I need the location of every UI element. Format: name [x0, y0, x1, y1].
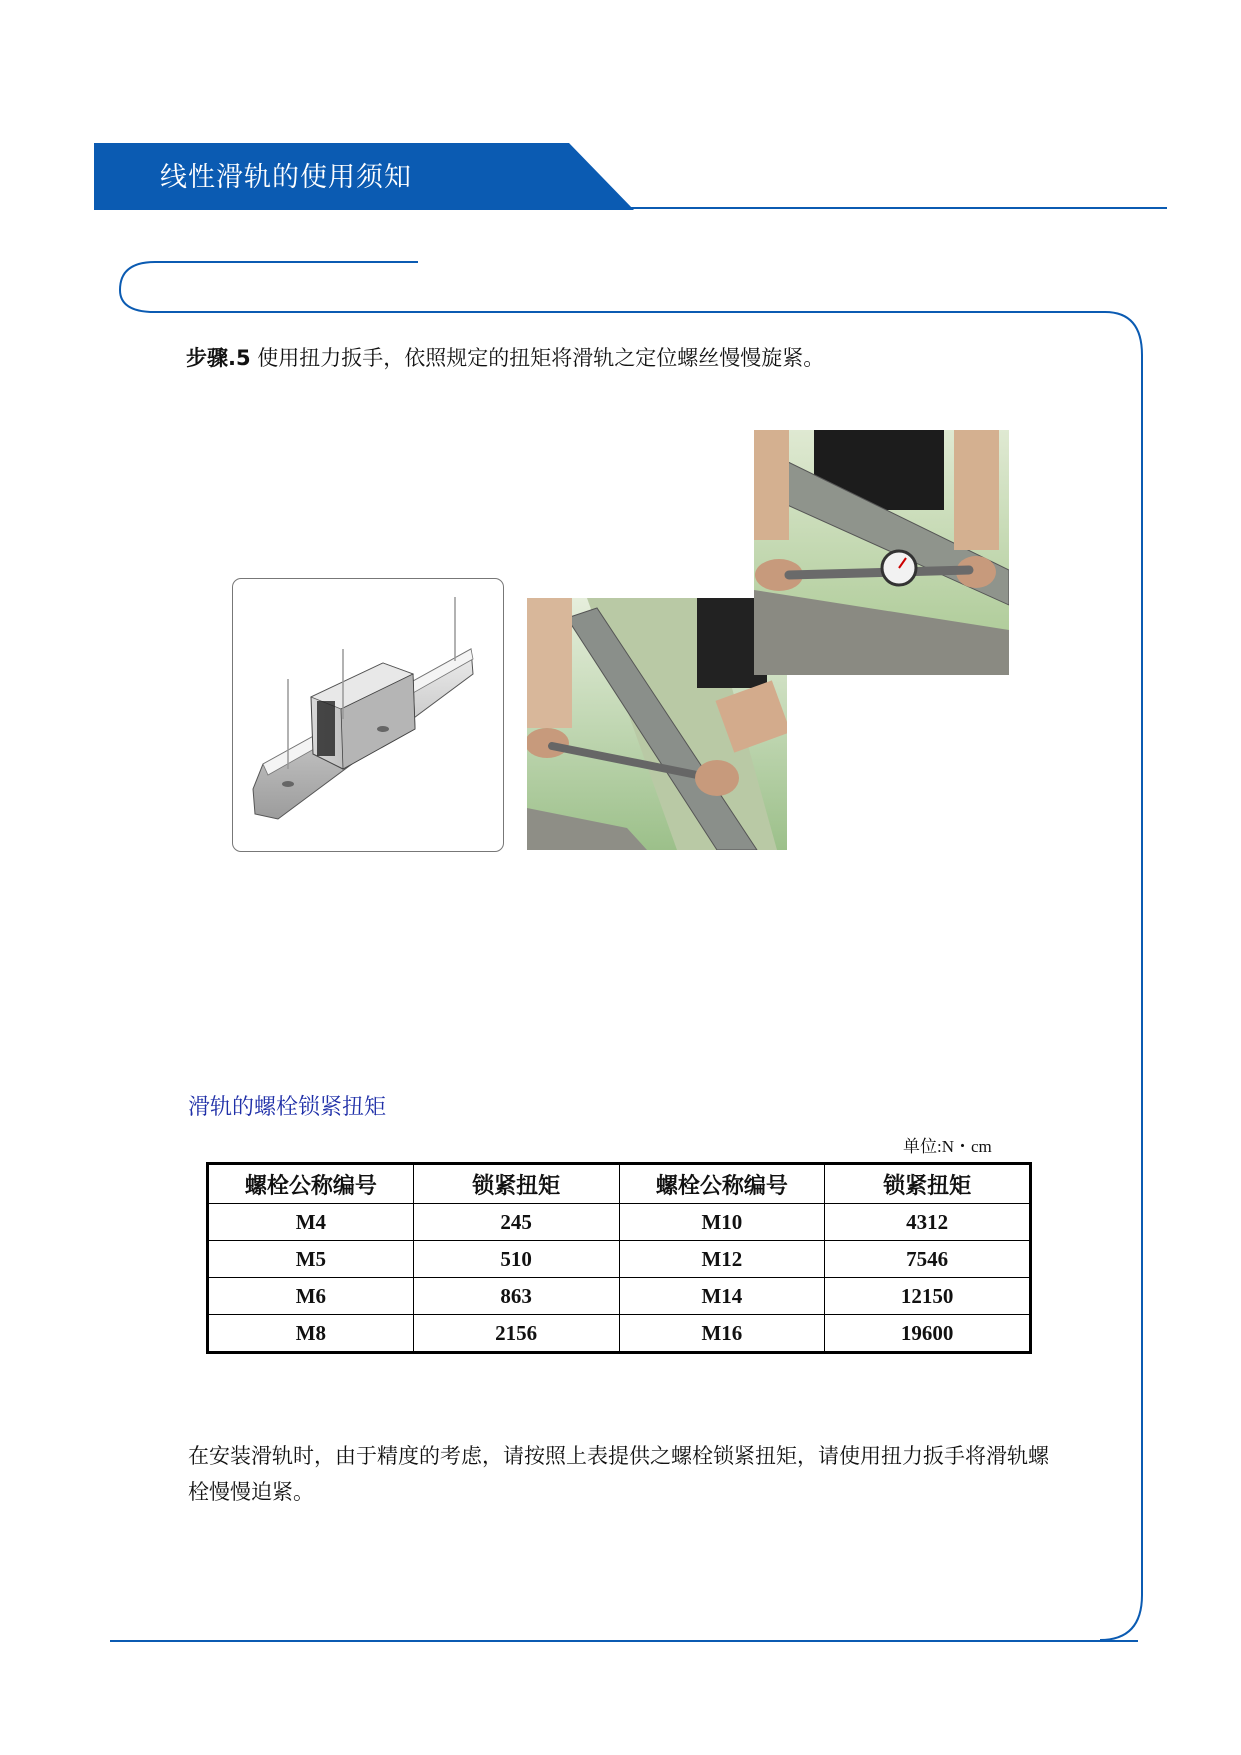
table-cell: M5	[208, 1241, 414, 1278]
table-cell: M14	[619, 1278, 825, 1315]
table-cell: 19600	[825, 1315, 1031, 1353]
step-label: 步骤.5	[186, 346, 251, 370]
column-header: 螺栓公称编号	[208, 1164, 414, 1204]
table-row	[208, 1278, 1031, 1315]
column-header: 螺栓公称编号	[619, 1164, 825, 1204]
linear-rail-diagram	[232, 578, 504, 852]
table-cell: 245	[413, 1204, 619, 1241]
installation-note: 在安装滑轨时，由于精度的考虑，请按照上表提供之螺栓锁紧扭矩，请使用扭力扳手将滑轨螺栓慢慢迫紧。	[188, 1444, 1049, 1504]
table-cell: M10	[619, 1204, 825, 1241]
table-header-row	[208, 1164, 1031, 1204]
table-cell: 863	[413, 1278, 619, 1315]
table-cell: 510	[413, 1241, 619, 1278]
dial-torque-wrench-photo	[754, 430, 1009, 675]
table-cell: M16	[619, 1315, 825, 1353]
table-cell: M6	[208, 1278, 414, 1315]
step-instruction	[186, 343, 824, 373]
page-title: 线性滑轨的使用须知	[160, 162, 412, 193]
table-caption: 滑轨的螺栓锁紧扭矩	[188, 1095, 387, 1120]
column-header: 锁紧扭矩	[413, 1164, 619, 1204]
footer-rule	[110, 1640, 1138, 1642]
table-cell: 12150	[825, 1278, 1031, 1315]
table-cell: 7546	[825, 1241, 1031, 1278]
table-row	[208, 1241, 1031, 1278]
table-cell: 4312	[825, 1204, 1031, 1241]
column-header: 锁紧扭矩	[825, 1164, 1031, 1204]
table-cell: M8	[208, 1315, 414, 1353]
step-text: 使用扭力扳手，依照规定的扭矩将滑轨之定位螺丝慢慢旋紧。	[257, 346, 825, 370]
table-cell: M12	[619, 1241, 825, 1278]
torque-wrench-tightening-photo	[527, 598, 787, 850]
table-row	[208, 1315, 1031, 1353]
torque-table	[206, 1162, 1032, 1354]
table-cell: M4	[208, 1204, 414, 1241]
table-cell: 2156	[413, 1315, 619, 1353]
table-row	[208, 1204, 1031, 1241]
table-unit: 单位:N・cm	[903, 1137, 992, 1156]
